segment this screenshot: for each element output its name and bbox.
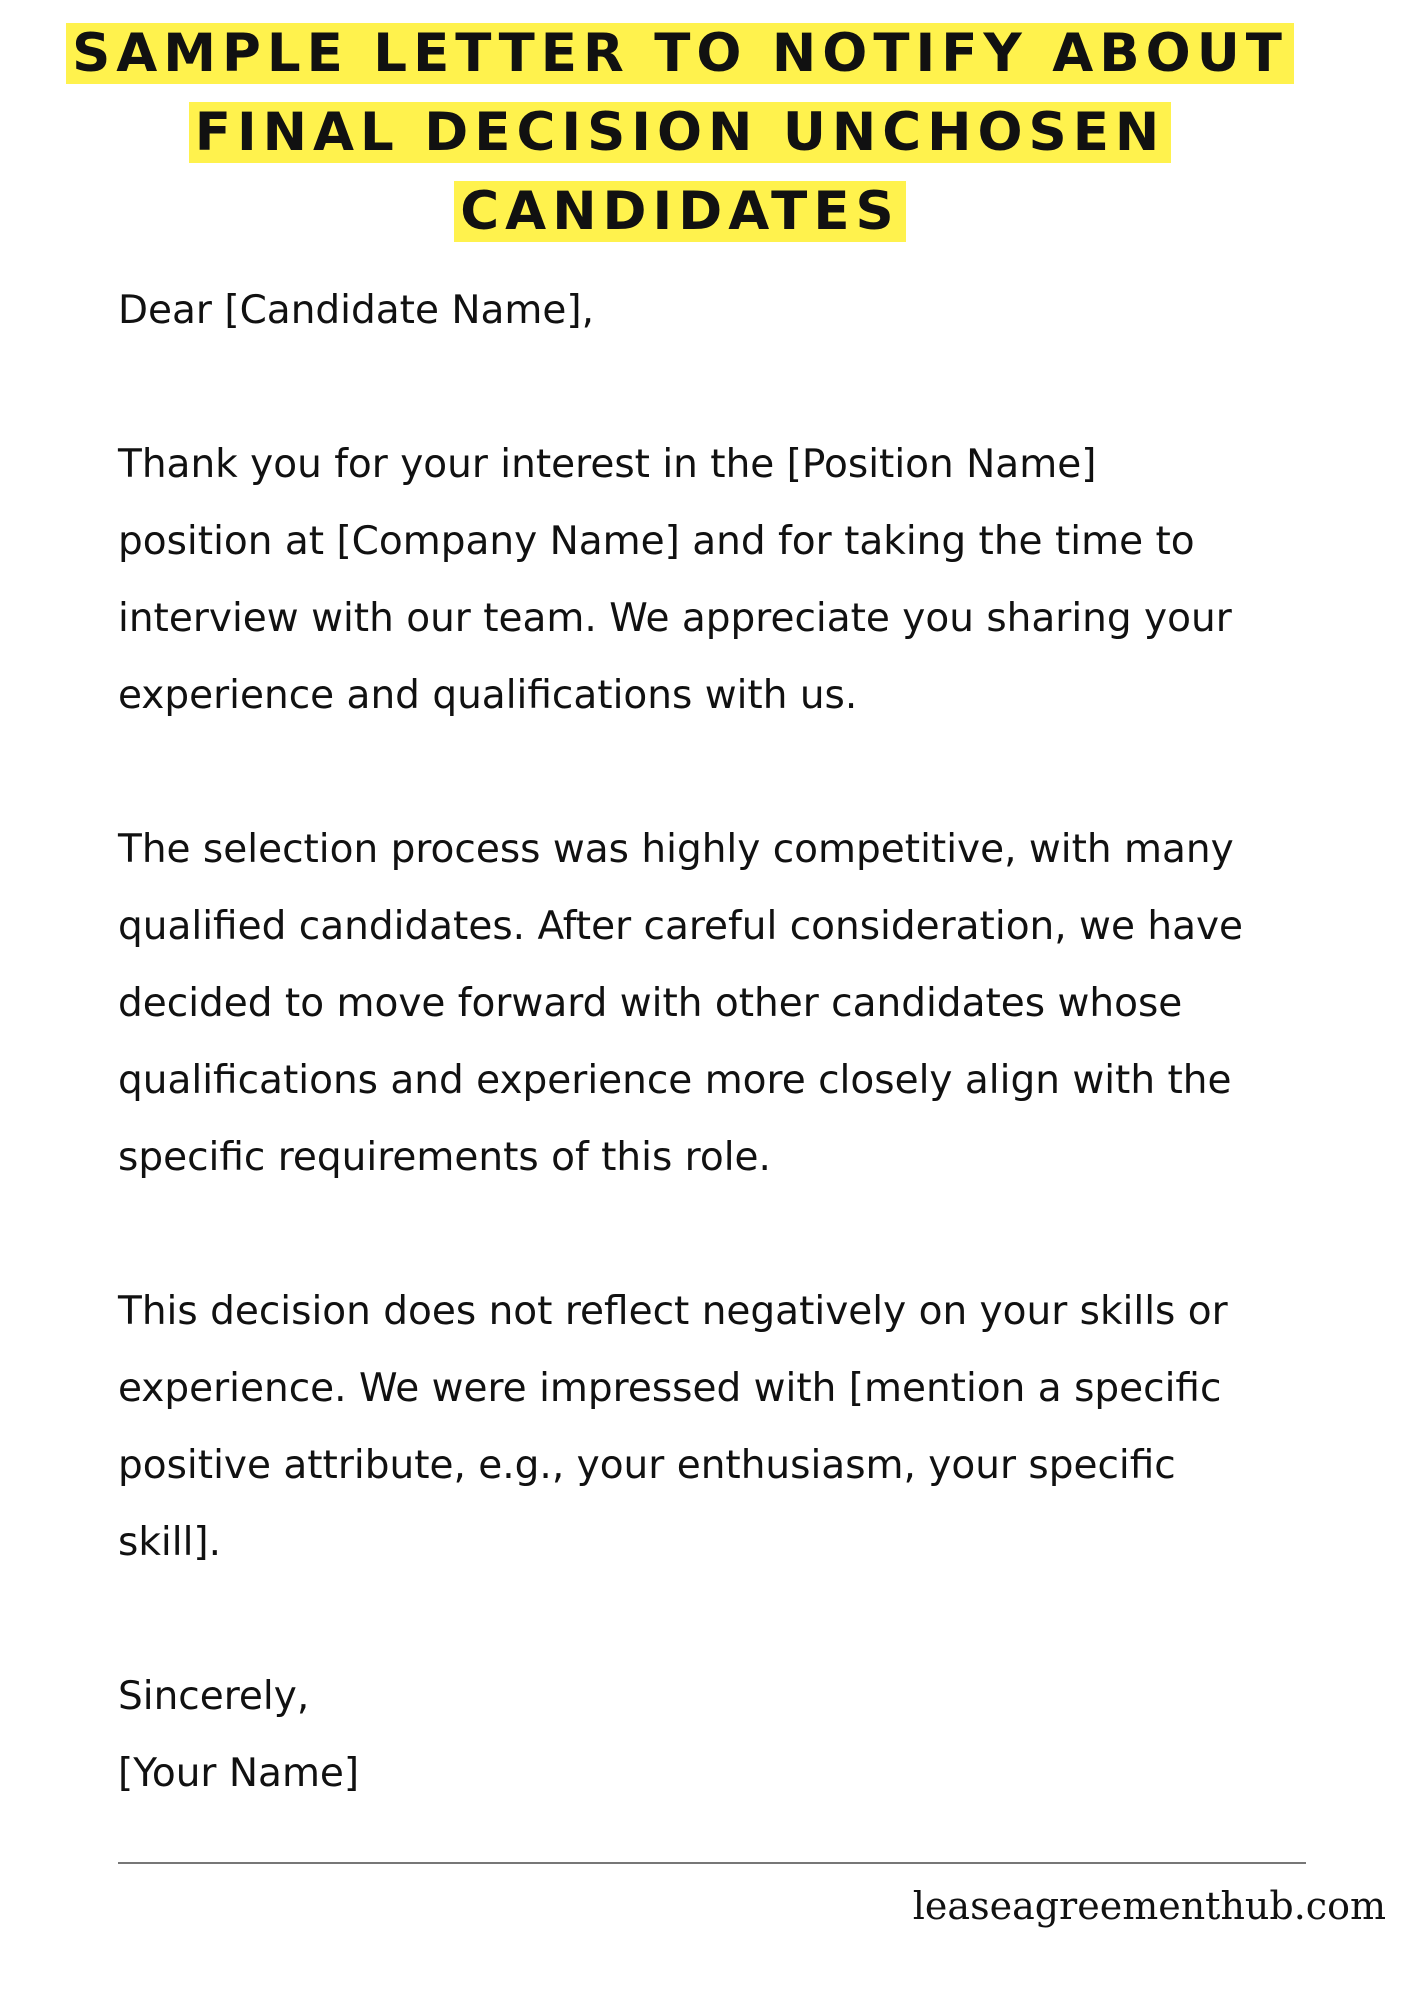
title-line-3: CANDIDATES — [454, 181, 905, 242]
paragraph-line: position at [Company Name] and for taking the time to — [118, 519, 1195, 564]
paragraph-selection-process — [118, 811, 1368, 1196]
paragraph-decision — [118, 1273, 1368, 1581]
paragraph-thank-you — [118, 426, 1368, 734]
paragraph-line: qualified candidates. After careful consideration, we have — [118, 904, 1244, 949]
paragraph-line: interview with our team. We appreciate you sharing your — [118, 596, 1232, 641]
paragraph-line: specific requirements of this role. — [118, 1135, 771, 1180]
footer-site-name: leaseagreementhub.com — [912, 1884, 1386, 1928]
paragraph-line: skill]. — [118, 1520, 222, 1565]
letter-closing: Sincerely, — [118, 1674, 310, 1719]
letter-body — [118, 272, 1368, 1812]
paragraph-line: decided to move forward with other candidates whose — [118, 981, 1183, 1026]
paragraph-line: experience. We were impressed with [mention a specific — [118, 1366, 1222, 1411]
paragraph-line: The selection process was highly competitive, with many — [118, 827, 1234, 872]
paragraph-line: This decision does not reflect negatively on your skills or — [118, 1289, 1228, 1334]
letter-signature: [Your Name] — [118, 1751, 360, 1796]
letter-greeting: Dear [Candidate Name], — [118, 288, 595, 333]
footer-divider — [118, 1862, 1306, 1864]
paragraph-line: qualifications and experience more closely align with the — [118, 1058, 1232, 1103]
title-line-1: SAMPLE LETTER TO NOTIFY ABOUT — [66, 23, 1294, 84]
paragraph-line: positive attribute, e.g., your enthusiasm, your specific — [118, 1443, 1176, 1488]
page-title — [0, 14, 1360, 251]
title-line-2: FINAL DECISION UNCHOSEN — [189, 102, 1172, 163]
paragraph-line: experience and qualifications with us. — [118, 673, 858, 718]
paragraph-line: Thank you for your interest in the [Position Name] — [118, 442, 1097, 487]
